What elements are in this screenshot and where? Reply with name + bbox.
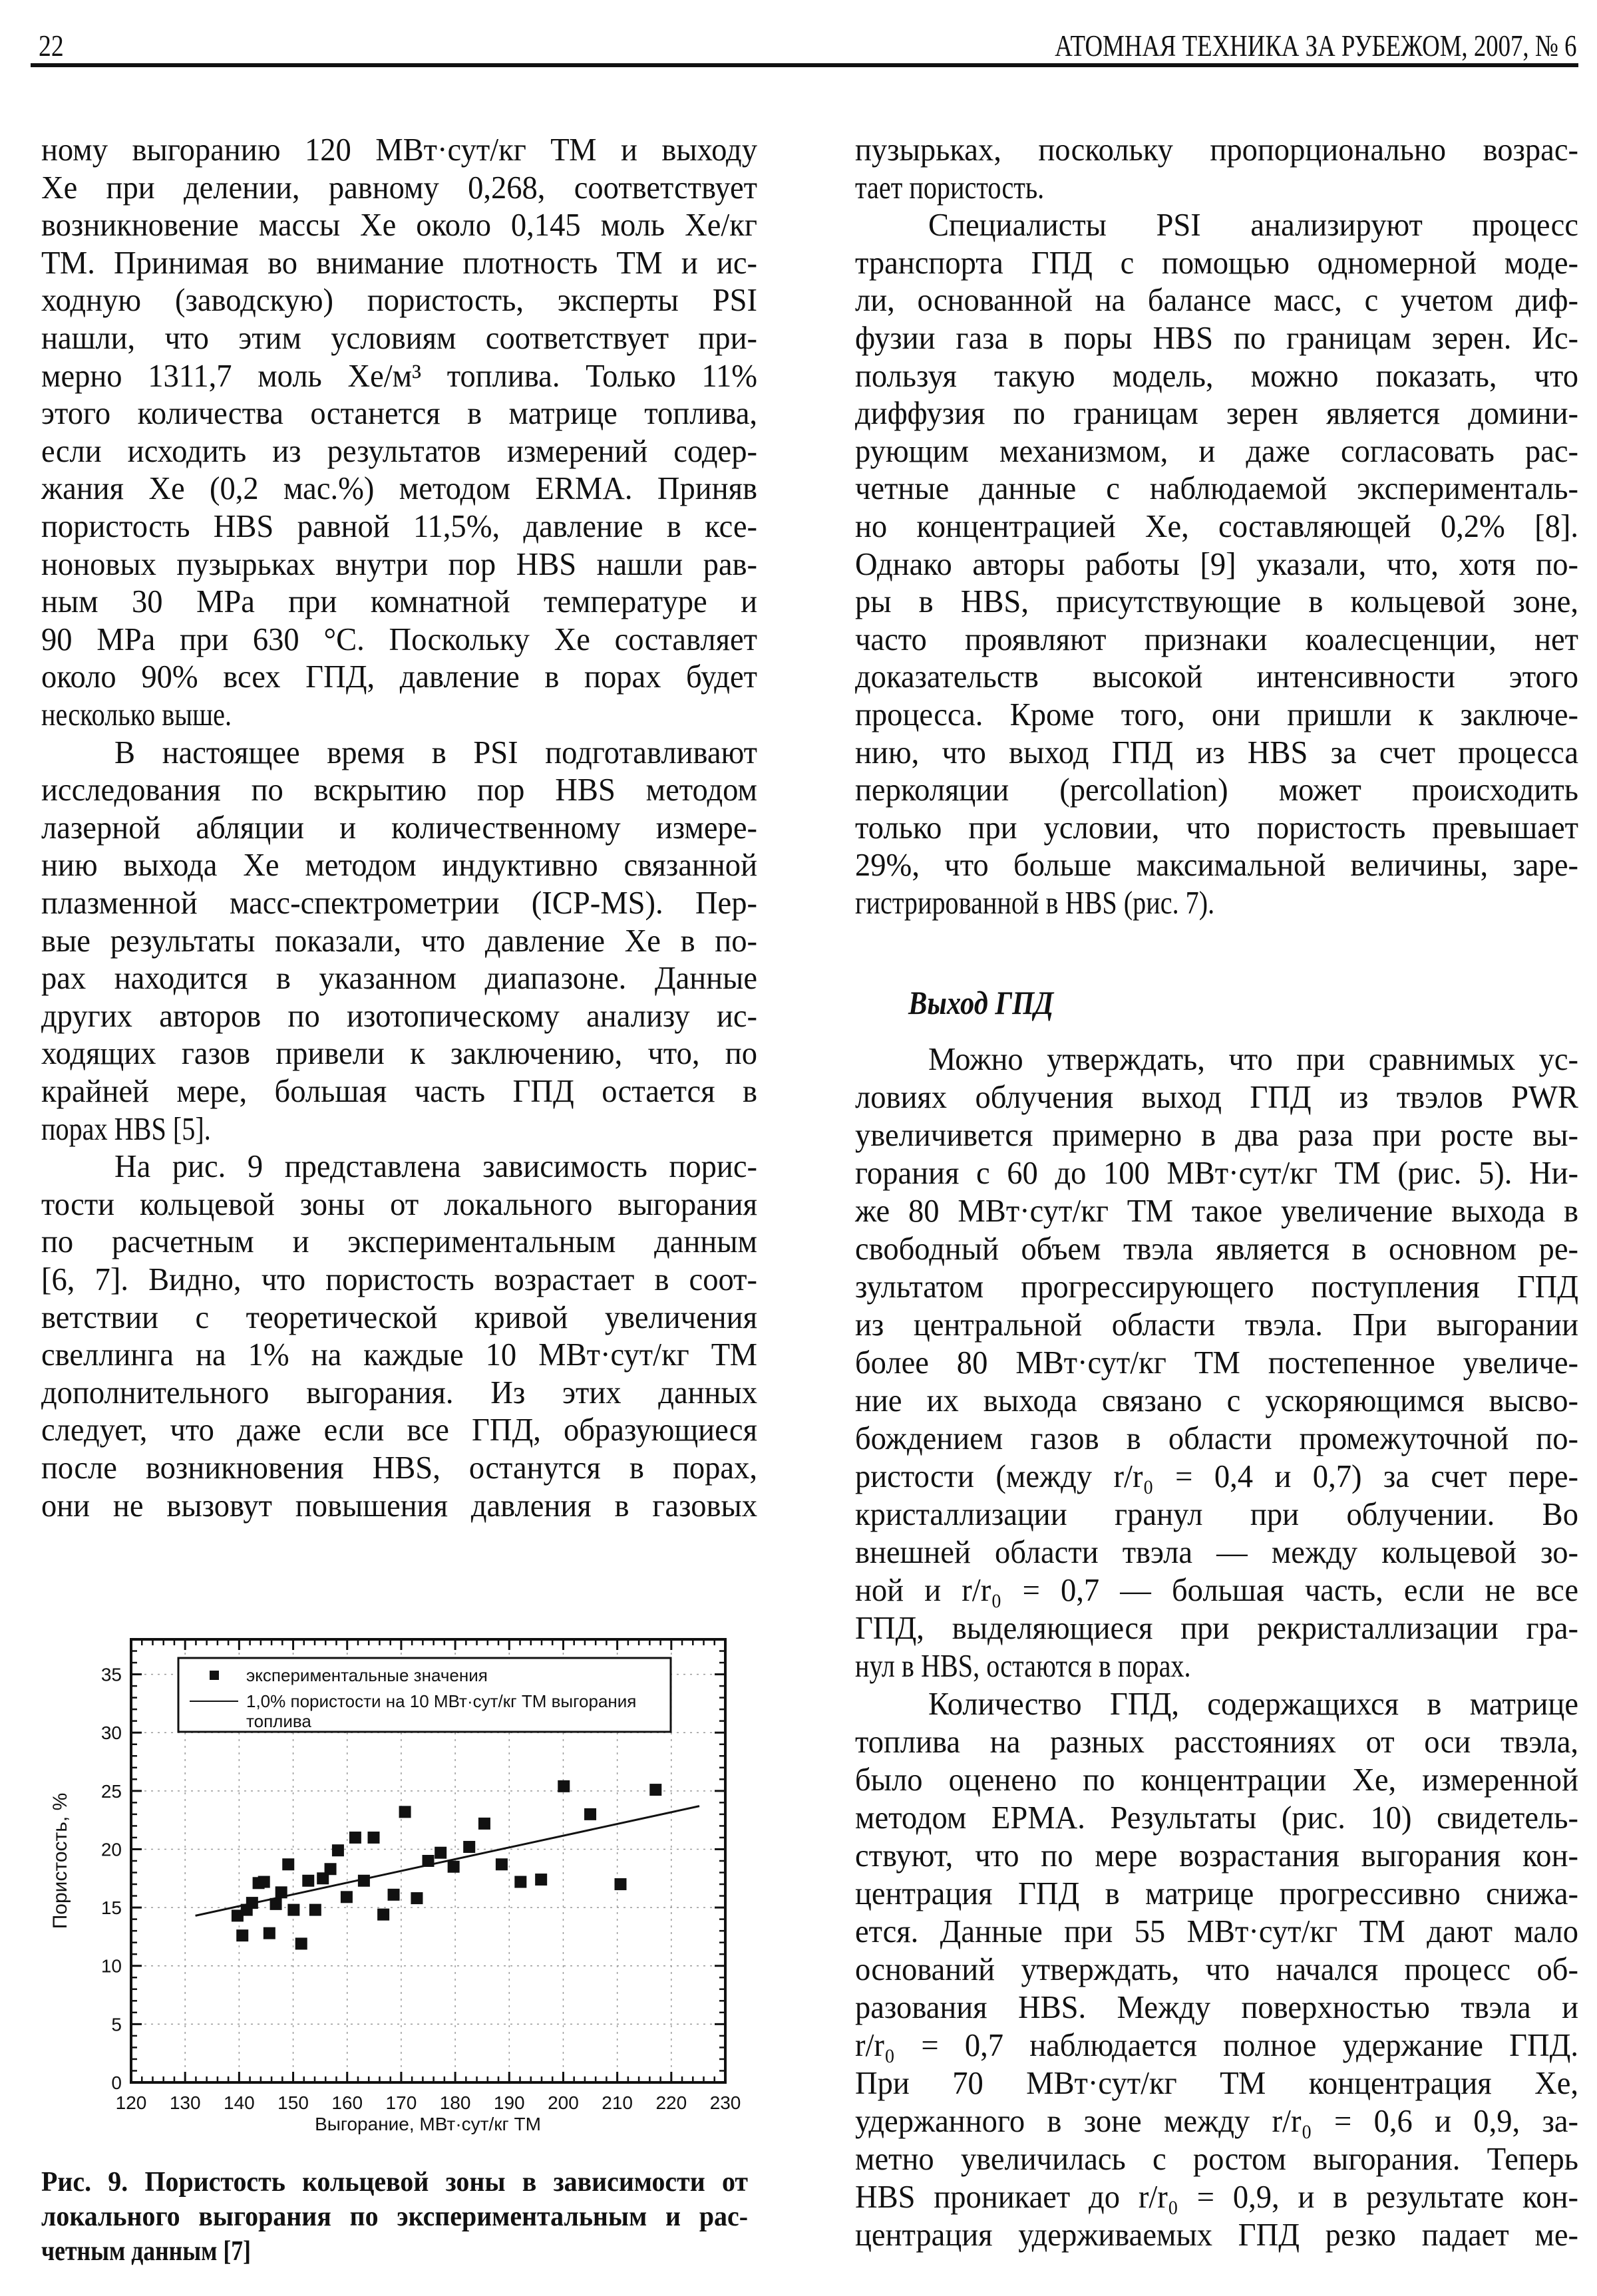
x-tick-label: 220: [655, 2092, 687, 2113]
text-line-content: часто проявляют признаки коалесценции, нет: [855, 620, 1578, 657]
text-line-content: пузырьках, поскольку пропорционально возрас-: [855, 131, 1578, 168]
text-line: [855, 582, 1597, 620]
data-point: [258, 1876, 270, 1888]
text-line-content: около 90% всех ГПД, давление в порах будет: [41, 658, 758, 695]
text-line: [41, 1410, 795, 1448]
text-line-content: рах находится в указанном диапазоне. Данные: [41, 959, 757, 997]
text-line: [41, 620, 795, 658]
text-line: [855, 770, 1597, 808]
text-line: [928, 1040, 1597, 1078]
text-line-content: ветствии с теоретической кривой увеличения: [41, 1298, 757, 1335]
text-line-content: [6, 7]. Видно, что пористость возрастает в соот-: [41, 1261, 758, 1297]
text-line-content: ры в HBS, присутствующие в кольцевой зоне,: [855, 583, 1579, 620]
text-line-content: метно увеличилась с ростом выгорания. Теперь: [855, 2140, 1579, 2177]
text-line: [855, 884, 1294, 921]
text-line-content: после возникновения HBS, останутся в порах,: [41, 1449, 757, 1486]
data-point: [615, 1878, 627, 1890]
text-line-content: фузии газа в поры HBS по границам зерен. Ис-: [855, 319, 1579, 356]
text-line: [855, 507, 1597, 545]
text-line: [855, 2178, 1597, 2215]
text-line: [41, 657, 795, 695]
x-tick-label: 150: [277, 2092, 309, 2113]
text-line-content: кристаллизации гранул при облучении. Во: [855, 1496, 1578, 1532]
text-line-content: только при условии, что пористость превышает: [855, 808, 1578, 846]
x-tick-label: 210: [602, 2092, 633, 2113]
text-line-content: ным 30 MPa при комнатной температуре и: [41, 583, 758, 620]
data-point: [377, 1909, 389, 1921]
text-line: [855, 1154, 1597, 1192]
legend-label-experimental: экспериментальные значения: [246, 1665, 488, 1685]
legend: [178, 1658, 671, 1732]
text-line-content: крайней мере, большая часть ГПД остается в: [41, 1072, 758, 1109]
data-point: [282, 1858, 294, 1870]
text-line-content: увеличивется примерно в два раза при росте вы-: [855, 1116, 1578, 1153]
text-line-content: В настоящее время в PSI подготавливают: [114, 733, 758, 770]
text-line: [41, 130, 795, 168]
text-line: [855, 1381, 1597, 1419]
text-line-content: Специалисты PSI анализируют процесс: [928, 206, 1579, 244]
text-line: [855, 1874, 1597, 1912]
data-point: [649, 1784, 661, 1796]
data-point: [332, 1844, 344, 1856]
data-point: [325, 1863, 337, 1875]
data-point: [368, 1832, 380, 1844]
header-rule: [31, 63, 1578, 67]
text-line-content: пользуя такую модель, можно показать, что: [855, 357, 1579, 394]
text-line-content: они не вызовут повышения давления в газовых: [41, 1486, 758, 1524]
text-line: [855, 1988, 1597, 2026]
y-tick-label: 25: [100, 1780, 122, 1802]
text-line: [855, 1798, 1597, 1836]
text-line: [41, 921, 795, 959]
text-line: [855, 1343, 1597, 1381]
text-line: [928, 1685, 1597, 1722]
text-line-content: удержанного в зоне между r/r₀ = 0,6 и 0,9, за-: [855, 2102, 1578, 2139]
text-line: [114, 1147, 791, 1185]
text-line-content: ГПД, выделяющиеся при рекристаллизации гра-: [855, 1609, 1578, 1646]
text-line: [855, 394, 1597, 432]
text-line-content: тости кольцевой зоны от локального выгорания: [41, 1185, 757, 1222]
text-line: [41, 168, 795, 206]
x-tick-label: 190: [493, 2092, 525, 2113]
text-line: [41, 507, 795, 545]
text-line: [855, 130, 1597, 168]
data-point: [275, 1886, 287, 1898]
text-line-content: ется. Данные при 55 МВт·сут/кг ТМ дают мало: [855, 1913, 1578, 1949]
text-line: [855, 1457, 1597, 1495]
text-line: [855, 1192, 1597, 1230]
x-tick-label: 200: [548, 2092, 579, 2113]
text-line: [41, 319, 795, 357]
text-line: [41, 884, 795, 921]
text-line: [855, 319, 1597, 357]
section-heading: Выход ГПД: [908, 984, 1054, 1021]
text-line: [855, 2026, 1597, 2064]
y-tick-label: 20: [100, 1839, 122, 1860]
text-line: [855, 1116, 1597, 1154]
x-tick-label: 160: [331, 2092, 363, 2113]
text-line-content: следует, что даже если все ГПД, образующиеся: [41, 1411, 757, 1448]
text-line: [41, 244, 795, 281]
y-tick-label: 5: [111, 2014, 122, 2035]
text-line: [41, 432, 795, 470]
data-point: [558, 1780, 570, 1792]
text-line-content: нул в HBS, остаются в порах.: [855, 1647, 1191, 1684]
data-point: [388, 1889, 400, 1901]
text-line: [41, 959, 795, 997]
text-line: [114, 733, 791, 771]
text-line-content: несколько выше.: [41, 696, 232, 733]
text-line-content: На рис. 9 представлена зависимость порис-: [114, 1148, 758, 1185]
text-line: [41, 469, 795, 507]
legend-marker-square: [210, 1671, 219, 1680]
x-tick-label: 130: [169, 2092, 201, 2113]
data-point: [448, 1861, 460, 1873]
text-line-content: разования HBS. Между поверхностью твэла и: [855, 1989, 1578, 2025]
text-line: [855, 1078, 1597, 1116]
text-line-content: топлива на разных расстояниях от оси твэла,: [855, 1723, 1578, 1760]
text-line: [41, 1448, 795, 1486]
text-line-content: по расчетным и экспериментальным данным: [41, 1223, 758, 1260]
data-point: [435, 1847, 446, 1859]
text-line: [855, 1609, 1597, 1647]
page-number: 22: [39, 29, 64, 63]
caption-line: [41, 2233, 288, 2271]
text-line-content: более 80 МВт·сут/кг ТМ постепенное увеличе-: [855, 1344, 1579, 1381]
text-line: [41, 394, 795, 432]
text-line: [41, 770, 795, 808]
text-line-content: ствуют, что по мере возрастания выгорания кон-: [855, 1837, 1579, 1874]
text-line: [855, 1950, 1597, 1988]
text-line-content: пористость HBS равной 11,5%, давление в ксе-: [41, 508, 757, 544]
text-line-content: горания с 60 до 100 МВт·сут/кг ТМ (рис. 5). Ни-: [855, 1154, 1578, 1191]
data-point: [399, 1806, 411, 1818]
text-line: [855, 1419, 1597, 1457]
text-line-content: зультатом прогрессирующего поступления ГПД: [855, 1268, 1578, 1305]
text-line: [41, 997, 795, 1035]
text-line: [41, 1486, 795, 1524]
text-line: [855, 1267, 1597, 1305]
text-line: [41, 808, 795, 846]
text-line-content: HBS проникает до r/r₀ = 0,9, и в результате кон-: [855, 2178, 1579, 2215]
text-line: [41, 545, 795, 583]
text-line-content: дополнительного выгорания. Из этих данных: [41, 1373, 758, 1410]
text-line: [41, 582, 795, 620]
text-line: [41, 846, 795, 884]
text-line: [855, 1647, 1264, 1685]
y-axis-label: Пористость, %: [49, 1792, 71, 1929]
text-line-content: четные данные с наблюдаемой эксперименталь-: [855, 470, 1579, 507]
text-line-content: если исходить из результатов измерений содер-: [41, 432, 758, 469]
text-line-content: оснований утверждать, что начался процесс об-: [855, 1951, 1579, 1987]
data-point: [309, 1904, 321, 1916]
text-line-content: гистрированной в HBS (рис. 7).: [855, 884, 1215, 921]
text-line-content: вые результаты показали, что давление Xe в по-: [41, 921, 758, 959]
text-line-content: ходную (заводскую) пористость, эксперты PSI: [41, 281, 758, 319]
text-line-content: ТМ. Принимая во внимание плотность ТМ и ис-: [41, 244, 758, 281]
text-line: [855, 733, 1597, 771]
text-line-content: нашли, что этим условиям соответствует при-: [41, 319, 757, 356]
text-line-content: этого количества останется в матрице топлива,: [41, 395, 758, 432]
text-line-content: ристости (между r/r₀ = 0,4 и 0,7) за счет пере-: [855, 1458, 1578, 1494]
text-line-content: других авторов по изотопическому анализу ис-: [41, 997, 758, 1034]
text-line: [855, 545, 1597, 583]
text-line-content: было оценено по концентрации Xe, измеренной: [855, 1761, 1578, 1798]
text-line-content: Количество ГПД, содержащихся в матрице: [928, 1685, 1579, 1722]
text-line-content: При 70 МВт·сут/кг ТМ концентрация Xe,: [855, 2064, 1579, 2101]
text-line: [928, 206, 1597, 244]
data-point: [478, 1818, 490, 1830]
text-line: [855, 808, 1597, 846]
text-line-content: бождением газов в области промежуточной по-: [855, 1420, 1578, 1456]
text-line-content: возникновение массы Xe около 0,145 моль Xe/кг: [41, 206, 757, 244]
text-line-content: мерно 1311,7 моль Xe/м³ топлива. Только 11%: [41, 357, 758, 394]
text-line-content: доказательств высокой интенсивности этого: [855, 658, 1578, 695]
text-line-content: плазменной масс-спектрометрии (ICP-MS). Пер-: [41, 884, 757, 921]
text-line: [855, 1495, 1597, 1533]
caption-line: [41, 2198, 785, 2236]
text-line-content: но концентрацией Xe, составляющей 0,2% [8].: [855, 508, 1578, 544]
text-line: [855, 1230, 1597, 1267]
data-point: [287, 1904, 299, 1916]
text-line: [41, 1260, 795, 1298]
text-line-content: Однако авторы работы [9] указали, что, хотя по-: [855, 545, 1578, 582]
text-line: [855, 469, 1597, 507]
x-tick-label: 140: [224, 2092, 255, 2113]
text-line-content: ной и r/r₀ = 0,7 — большая часть, если не все: [855, 1571, 1578, 1608]
text-line-content: ходящих газов привели к заключению, что, по: [41, 1035, 758, 1072]
x-tick-label: 170: [385, 2092, 417, 2113]
text-line: [855, 168, 1086, 206]
text-line: [855, 1533, 1597, 1571]
text-line: [41, 1373, 795, 1411]
data-point: [584, 1808, 596, 1820]
text-line-content: свеллинга на 1% на каждые 10 МВт·сут/кг ТМ: [41, 1336, 757, 1373]
text-line-content: r/r₀ = 0,7 наблюдается полное удержание ГПД.: [855, 2027, 1578, 2063]
text-line-content: центрация удерживаемых ГПД резко падает ме-: [855, 2216, 1578, 2253]
text-line-content: ноновых пузырьках внутри пор HBS нашли рав-: [41, 545, 757, 582]
data-point: [535, 1874, 547, 1886]
text-line: [41, 1335, 795, 1373]
data-point: [236, 1929, 248, 1941]
text-line: [855, 2215, 1597, 2253]
data-point: [341, 1891, 353, 1903]
text-line: [41, 281, 795, 319]
y-tick-label: 15: [100, 1897, 122, 1919]
text-line-content: исследования по вскрытию пор HBS методом: [41, 771, 757, 808]
data-points: [232, 1780, 661, 1950]
text-line-content: 29%, что больше максимальной величины, заре-: [855, 846, 1578, 884]
text-line: [41, 695, 273, 733]
x-tick-label: 120: [115, 2092, 147, 2113]
text-line: [855, 1722, 1597, 1760]
text-line-content: ние их выхода связано с ускоряющимся высво-: [855, 1382, 1578, 1418]
caption-line-content: четным данным [7]: [41, 2236, 251, 2267]
text-line-content: ловиях облучения выход ГПД из твэлов PWR: [855, 1078, 1578, 1115]
text-line-content: тает пористость.: [855, 168, 1045, 206]
legend-label-line: 1,0% пористости на 10 МВт·сут/кг ТМ выгорания: [246, 1691, 637, 1711]
text-line-content: внешней области твэла — между кольцевой зо-: [855, 1534, 1579, 1570]
y-tick-label: 0: [111, 2072, 122, 2093]
data-point: [411, 1892, 423, 1904]
text-line-content: нию выхода Xe методом индуктивно связанной: [41, 846, 757, 884]
text-line: [855, 2064, 1597, 2102]
caption-line: [41, 2164, 785, 2202]
text-line: [41, 1110, 248, 1148]
text-line-content: ному выгоранию 120 МВт·сут/кг ТМ и выходу: [41, 131, 757, 168]
text-line: [855, 695, 1597, 733]
caption-line-content: локального выгорания по экспериментальным и рас-: [41, 2202, 748, 2232]
caption-line-content: Рис. 9. Пористость кольцевой зоны в зависимости от: [41, 2167, 749, 2198]
text-line-content: порах HBS [5].: [41, 1110, 211, 1147]
data-point: [358, 1875, 370, 1887]
text-line: [41, 1222, 795, 1260]
text-line-content: Можно утверждать, что при сравнимых ус-: [928, 1041, 1579, 1077]
text-line: [855, 2140, 1597, 2178]
x-axis-label: Выгорание, МВт·сут/кг ТМ: [315, 2114, 541, 2134]
y-tick-label: 35: [100, 1664, 122, 1685]
data-point: [295, 1937, 307, 1949]
text-line: [855, 2102, 1597, 2140]
data-point: [246, 1897, 258, 1909]
text-line: [855, 620, 1597, 658]
text-line-content: перколяции (percollation) может происходить: [855, 771, 1579, 808]
text-line: [41, 357, 795, 395]
text-line: [855, 432, 1597, 470]
data-point: [496, 1858, 508, 1870]
text-line: [855, 1912, 1597, 1950]
x-tick-label: 230: [709, 2092, 741, 2113]
text-line: [855, 281, 1597, 319]
x-tick-label: 180: [439, 2092, 471, 2113]
data-point: [514, 1876, 526, 1888]
y-tick-label: 30: [100, 1722, 122, 1744]
text-line-content: ли, основанной на балансе масс, с учетом диф-: [855, 281, 1579, 319]
text-line: [41, 206, 795, 244]
text-line: [41, 1034, 795, 1072]
data-point: [349, 1832, 361, 1844]
text-line: [855, 1836, 1597, 1874]
data-point: [264, 1927, 275, 1939]
text-line-content: нию, что выход ГПД из HBS за счет процесса: [855, 733, 1578, 770]
text-line-content: из центральной области твэла. При выгорании: [855, 1306, 1578, 1343]
text-line: [855, 1305, 1597, 1343]
text-line-content: центрация ГПД в матрице прогрессивно снижа-: [855, 1875, 1578, 1911]
text-line: [855, 244, 1597, 281]
text-line-content: 90 MPa при 630 °С. Поскольку Xe составляет: [41, 620, 757, 657]
text-line-content: Xe при делении, равному 0,268, соответствует: [41, 168, 758, 206]
journal-title: АТОМНАЯ ТЕХНИКА ЗА РУБЕЖОМ, 2007, № 6: [1055, 29, 1577, 63]
text-line-content: методом ЕРМА. Результаты (рис. 10) свидетель-: [855, 1799, 1579, 1836]
text-line: [855, 657, 1597, 695]
data-point: [463, 1841, 475, 1853]
text-line-content: лазерной абляции и количественному измере-: [41, 808, 757, 846]
text-line-content: же 80 МВт·сут/кг ТМ такое увеличение выхода в: [855, 1192, 1578, 1229]
legend-label-line-cont: топлива: [246, 1711, 311, 1731]
figure-9-chart: [0, 1610, 772, 2142]
text-line: [855, 357, 1597, 395]
data-point: [423, 1855, 435, 1867]
text-line: [41, 1072, 795, 1110]
text-line-content: диффузия по границам зерен является домини-: [855, 395, 1579, 432]
text-line-content: рующим механизмом, и даже согласовать рас-: [855, 432, 1578, 469]
y-tick-label: 10: [100, 1955, 122, 1977]
text-line-content: процесса. Кроме того, они пришли к заключе-: [855, 696, 1579, 733]
text-line: [855, 1760, 1597, 1798]
data-point: [302, 1875, 314, 1887]
text-line-content: свободный объем твэла является в основном ре-: [855, 1230, 1578, 1267]
text-line: [855, 1571, 1597, 1609]
text-line-content: жания Xe (0,2 мас.%) методом ERMA. Приняв: [41, 470, 757, 507]
text-line: [41, 1185, 795, 1223]
data-point: [270, 1898, 282, 1910]
text-line: [855, 846, 1597, 884]
text-line-content: транспорта ГПД с помощью одномерной моде-: [855, 244, 1579, 281]
text-line: [41, 1298, 795, 1336]
